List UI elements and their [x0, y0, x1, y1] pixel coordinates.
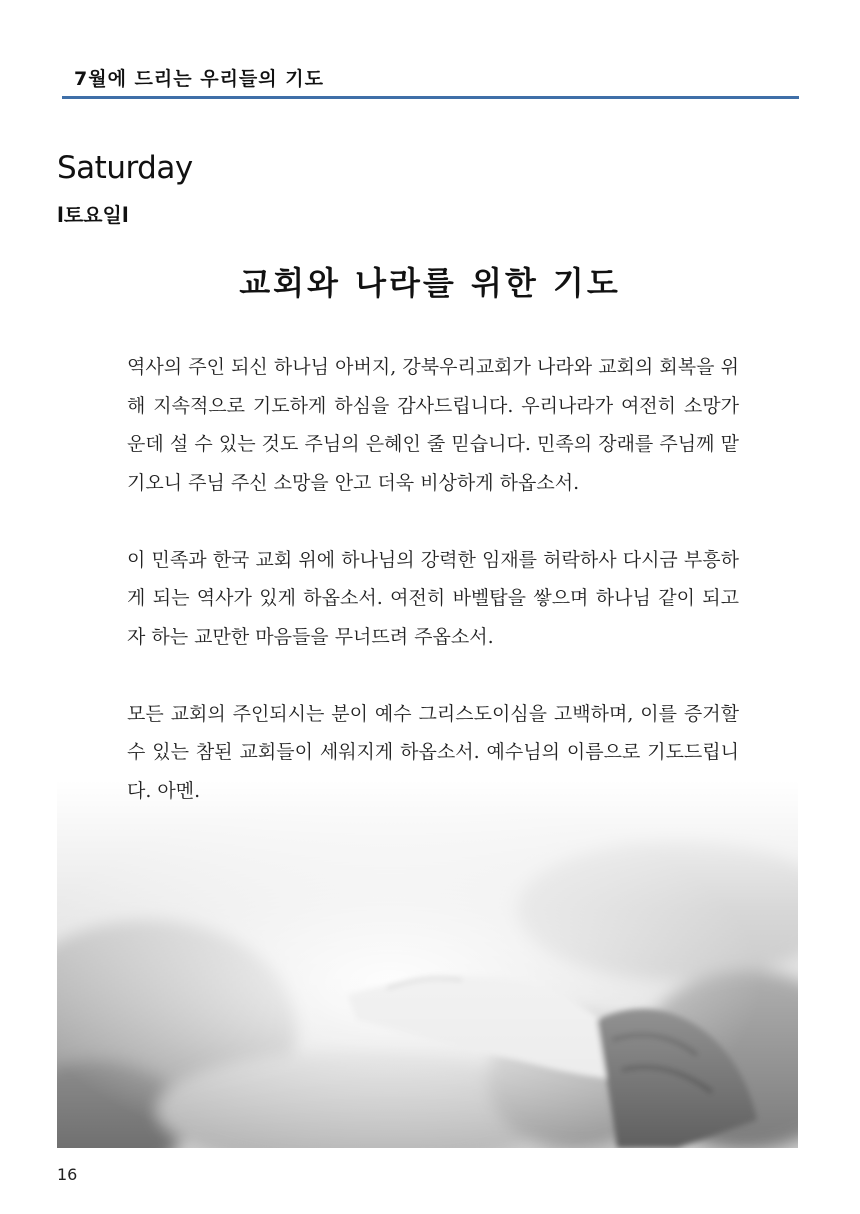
page-number: 16 [57, 1165, 78, 1184]
day-korean: l토요일l [57, 203, 129, 227]
day-english: Saturday [57, 150, 193, 186]
prayer-title: 교회와 나라를 위한 기도 [239, 264, 621, 302]
header-rule [62, 96, 799, 99]
prayer-paragraph: 모든 교회의 주인되시는 분이 예수 그리스도이심을 고백하며, 이를 증거할 수 있는 참된 교회들이 세워지게 하옵소서. 예수님의 이름으로 기도드립니다. 아멘. [127, 702, 739, 802]
prayer-body [127, 348, 739, 810]
prayer-paragraph: 이 민족과 한국 교회 위에 하나님의 강력한 임재를 허락하사 다시금 부흥하게 되는 역사가 있게 하옵소서. 여전히 바벨탑을 쌓으며 하나님 같이 되고자 하는 교만한 마음들을 무너뜨려 주옵소서. [127, 548, 739, 648]
prayer-paragraph: 역사의 주인 되신 하나님 아버지, 강북우리교회가 나라와 교회의 회복을 위해 지속적으로 기도하게 하심을 감사드립니다. 우리나라가 여전히 소망가운데 설 수 있는 것도 주님의 은혜인 줄 믿습니다. 민족의 장래를 주님께 맡기오니 주님 주신 소망을 안고 더욱 비상하게 하옵소서. [127, 356, 739, 494]
praying-hands-photo [57, 780, 798, 1148]
header-title: 7월에 드리는 우리들의 기도 [74, 68, 324, 90]
